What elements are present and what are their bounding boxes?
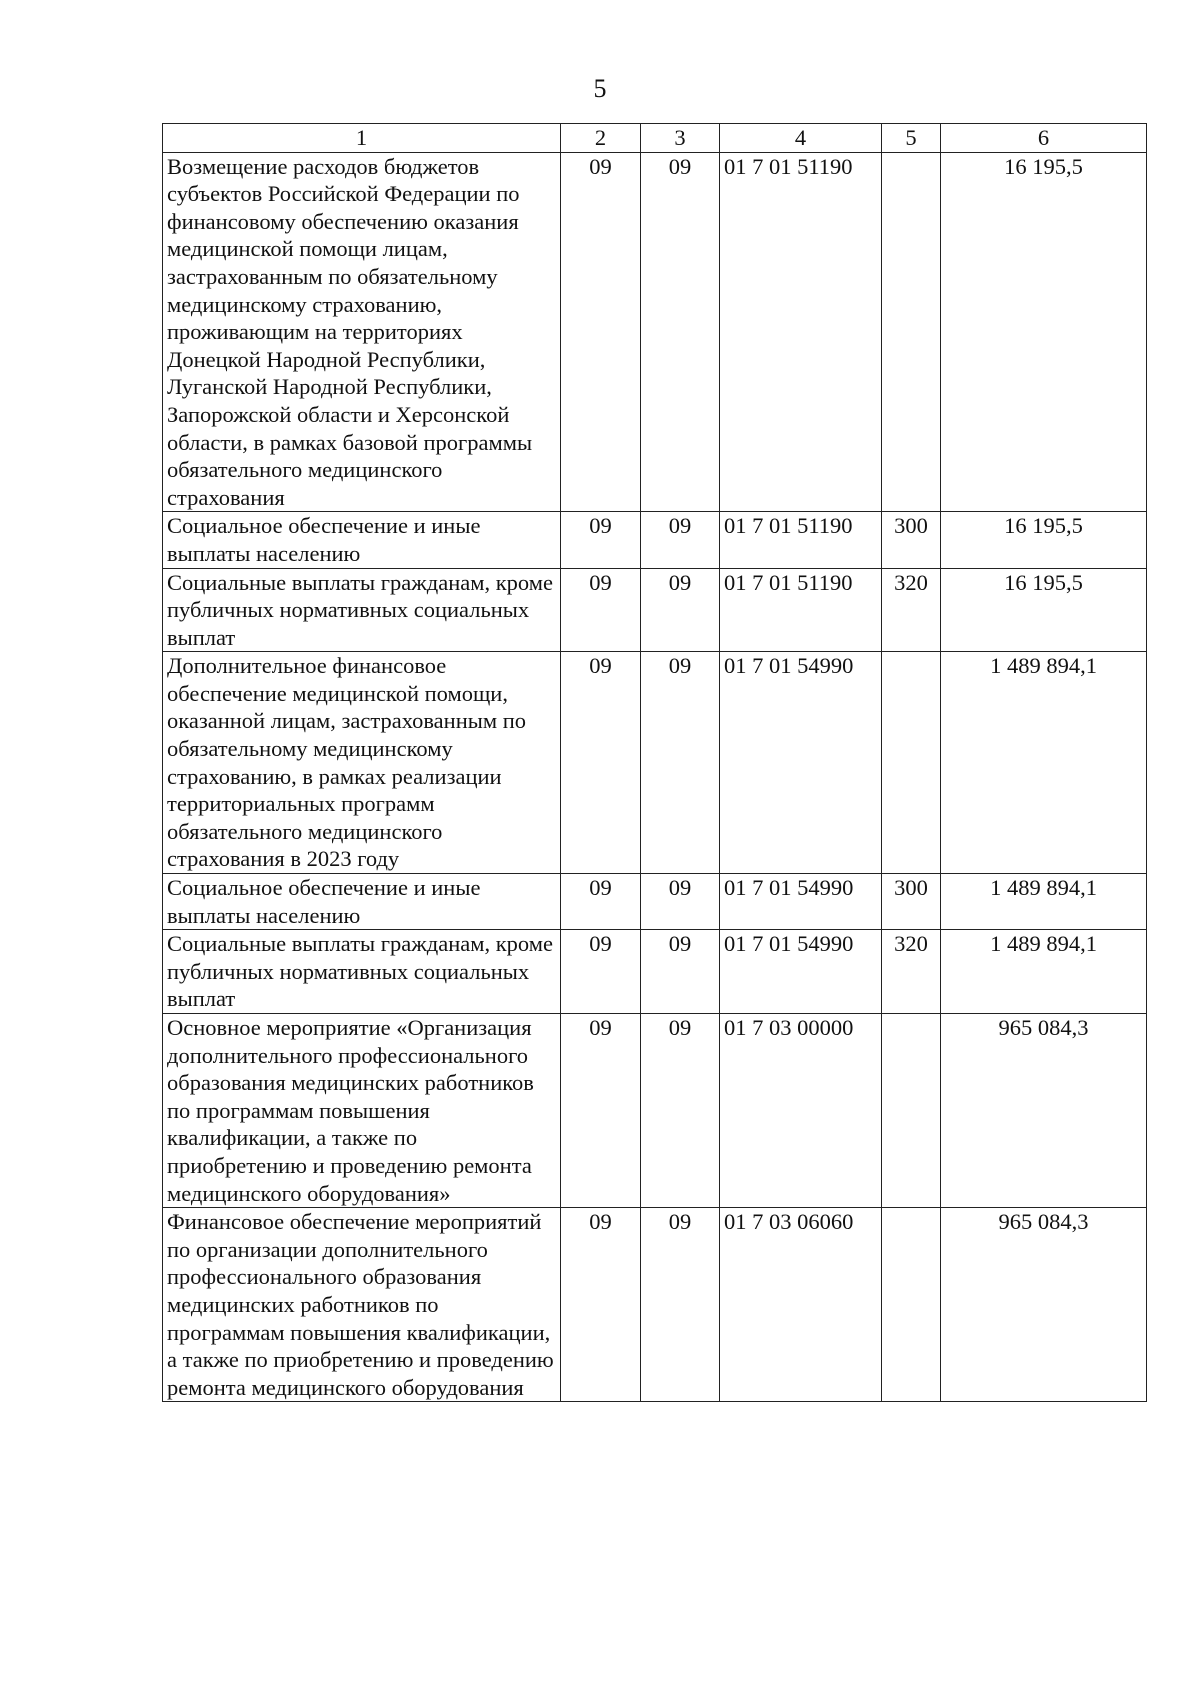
table-row bbox=[163, 152, 1147, 512]
subsection-code-cell: 09 bbox=[641, 930, 720, 1014]
section-code-cell: 09 bbox=[561, 512, 641, 568]
expense-type-cell: 320 bbox=[882, 930, 941, 1014]
amount-cell: 1 489 894,1 bbox=[941, 930, 1147, 1014]
section-code-cell: 09 bbox=[561, 874, 641, 930]
amount-cell: 1 489 894,1 bbox=[941, 874, 1147, 930]
section-code-cell: 09 bbox=[561, 568, 641, 652]
table-row bbox=[163, 874, 1147, 930]
amount-cell: 16 195,5 bbox=[941, 152, 1147, 512]
target-article-cell: 01 7 01 54990 bbox=[720, 874, 882, 930]
amount-cell: 16 195,5 bbox=[941, 512, 1147, 568]
section-code-cell: 09 bbox=[561, 152, 641, 512]
section-code-cell: 09 bbox=[561, 1014, 641, 1208]
row-name-cell: Финансовое обеспечение мероприятий по организации дополнительного профессионального образования медицинских работников по программам повышения квалификации, а также по приобретению и проведению ремонта медицинского оборудования bbox=[163, 1208, 561, 1402]
subsection-code-cell: 09 bbox=[641, 874, 720, 930]
row-name-cell: Дополнительное финансовое обеспечение медицинской помощи, оказанной лицам, застрахованным по обязательному медицинскому страхованию, в рамках реализации территориальных программ обязательного медицинского страхования в 2023 году bbox=[163, 652, 561, 874]
budget-table bbox=[162, 123, 1147, 1402]
amount-cell: 16 195,5 bbox=[941, 568, 1147, 652]
expense-type-cell: 320 bbox=[882, 568, 941, 652]
amount-cell: 965 084,3 bbox=[941, 1208, 1147, 1402]
row-name-cell: Социальное обеспечение и иные выплаты населению bbox=[163, 874, 561, 930]
target-article-cell: 01 7 01 51190 bbox=[720, 512, 882, 568]
table-row bbox=[163, 652, 1147, 874]
subsection-code-cell: 09 bbox=[641, 1208, 720, 1402]
target-article-cell: 01 7 01 54990 bbox=[720, 652, 882, 874]
row-name-cell: Основное мероприятие «Организация дополнительного профессионального образования медицинских работников по программам повышения квалификации, а также по приобретению и проведению ремонта медицинского оборудования» bbox=[163, 1014, 561, 1208]
expense-type-cell bbox=[882, 152, 941, 512]
row-name-cell: Социальные выплаты гражданам, кроме публичных нормативных социальных выплат bbox=[163, 930, 561, 1014]
section-code-cell: 09 bbox=[561, 652, 641, 874]
target-article-cell: 01 7 01 54990 bbox=[720, 930, 882, 1014]
column-header: 5 bbox=[882, 124, 941, 153]
section-code-cell: 09 bbox=[561, 1208, 641, 1402]
expense-type-cell bbox=[882, 652, 941, 874]
amount-cell: 965 084,3 bbox=[941, 1014, 1147, 1208]
column-header: 6 bbox=[941, 124, 1147, 153]
row-name-cell: Социальное обеспечение и иные выплаты населению bbox=[163, 512, 561, 568]
subsection-code-cell: 09 bbox=[641, 512, 720, 568]
section-code-cell: 09 bbox=[561, 930, 641, 1014]
target-article-cell: 01 7 01 51190 bbox=[720, 152, 882, 512]
subsection-code-cell: 09 bbox=[641, 152, 720, 512]
table-row bbox=[163, 1014, 1147, 1208]
row-name-cell: Возмещение расходов бюджетов субъектов Российской Федерации по финансовому обеспечению оказания медицинской помощи лицам, застрахованным по обязательному медицинскому страхованию, проживающим на территориях Донецкой Народной Республики, Луганской Народной Республики, Запорожской области и Херсонской области, в рамках базовой программы обязательного медицинского страхования bbox=[163, 152, 561, 512]
expense-type-cell: 300 bbox=[882, 874, 941, 930]
table-row bbox=[163, 1208, 1147, 1402]
table-row bbox=[163, 568, 1147, 652]
target-article-cell: 01 7 03 06060 bbox=[720, 1208, 882, 1402]
page-number: 5 bbox=[593, 74, 607, 103]
subsection-code-cell: 09 bbox=[641, 1014, 720, 1208]
column-header: 4 bbox=[720, 124, 882, 153]
table-header-row bbox=[163, 124, 1147, 153]
table-row bbox=[163, 512, 1147, 568]
column-header: 3 bbox=[641, 124, 720, 153]
row-name-cell: Социальные выплаты гражданам, кроме публичных нормативных социальных выплат bbox=[163, 568, 561, 652]
amount-cell: 1 489 894,1 bbox=[941, 652, 1147, 874]
target-article-cell: 01 7 03 00000 bbox=[720, 1014, 882, 1208]
subsection-code-cell: 09 bbox=[641, 568, 720, 652]
expense-type-cell: 300 bbox=[882, 512, 941, 568]
expense-type-cell bbox=[882, 1208, 941, 1402]
table-row bbox=[163, 930, 1147, 1014]
target-article-cell: 01 7 01 51190 bbox=[720, 568, 882, 652]
column-header: 1 bbox=[163, 124, 561, 153]
subsection-code-cell: 09 bbox=[641, 652, 720, 874]
expense-type-cell bbox=[882, 1014, 941, 1208]
column-header: 2 bbox=[561, 124, 641, 153]
